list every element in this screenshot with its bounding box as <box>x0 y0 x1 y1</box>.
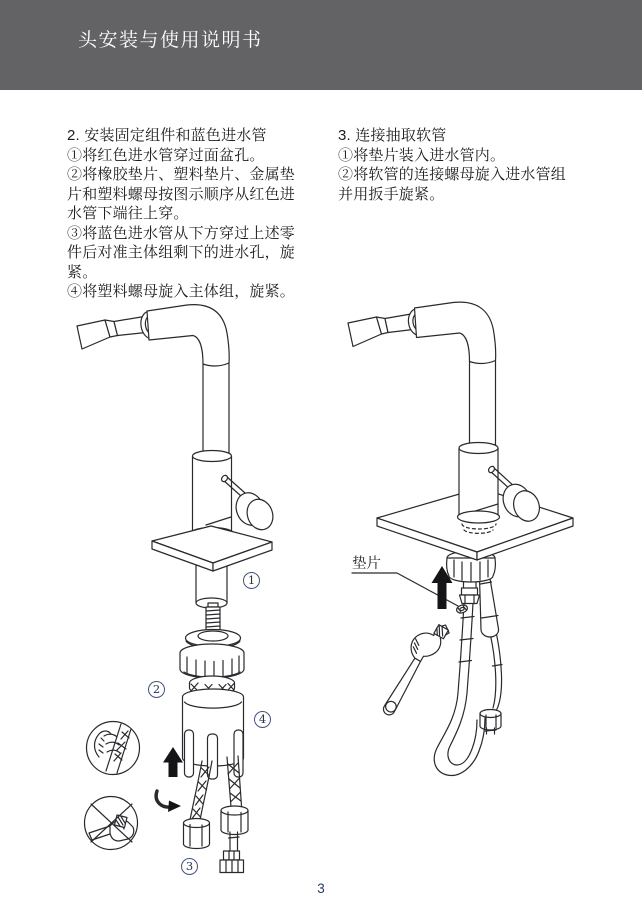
step-label-2: 2 <box>148 681 165 698</box>
instruction-line: ②将软管的连接螺母旋入进水管组 <box>338 166 567 183</box>
page-header <box>0 0 642 90</box>
diagram-connect-hose <box>330 300 630 915</box>
instruction-line: 2. 安装固定组件和蓝色进水管 <box>67 127 267 144</box>
faucet-spout-drawing <box>77 305 229 453</box>
washer-label: 垫片 <box>352 556 381 572</box>
threaded-rod-drawing <box>206 603 220 631</box>
instructions-section-2 <box>67 126 329 302</box>
instruction-line: ①将垫片装入进水管内。 <box>338 146 506 164</box>
instruction-line: 并用扳手旋紧。 <box>338 185 445 203</box>
wrench-icon <box>374 615 451 721</box>
up-arrow-icon <box>163 747 183 777</box>
instruction-line: ①将红色进水管穿过面盆孔。 <box>67 146 265 164</box>
instruction-line: ④将塑料螺母旋入主体组，旋紧。 <box>67 283 296 300</box>
escutcheon-plate-drawing <box>152 526 272 571</box>
step-label-4: 4 <box>254 711 271 728</box>
step-label-3: 3 <box>181 858 198 875</box>
instruction-line: 3. 连接抽取软管 <box>338 127 447 144</box>
rotate-arrow-icon <box>156 791 181 812</box>
plastic-gasket-drawing <box>180 644 244 678</box>
instruction-line: ③将蓝色进水管从下方穿过上述零 <box>67 224 296 242</box>
instruction-line: 紧。 <box>67 263 98 281</box>
page-number: 3 <box>317 881 325 896</box>
diagram-install-components <box>60 300 320 915</box>
no-wrench-callout <box>85 797 138 850</box>
plastic-nut-drawing <box>183 689 244 779</box>
instruction-line: 片和塑料螺母按图示顺序从红色进 <box>67 185 296 203</box>
step-label-1: 1 <box>243 572 260 589</box>
sprayer-wand-drawing <box>480 576 499 638</box>
hand-tighten-callout <box>87 722 140 775</box>
instruction-line: 水管下端往上穿。 <box>67 205 189 222</box>
page-title: 头安装与使用说明书 <box>78 30 263 51</box>
instruction-line: ②将橡胶垫片、塑料垫片、金属垫 <box>67 166 296 183</box>
instruction-line: 件后对准主体组剩下的进水孔，旋 <box>67 244 296 261</box>
instructions-section-3 <box>338 126 600 204</box>
